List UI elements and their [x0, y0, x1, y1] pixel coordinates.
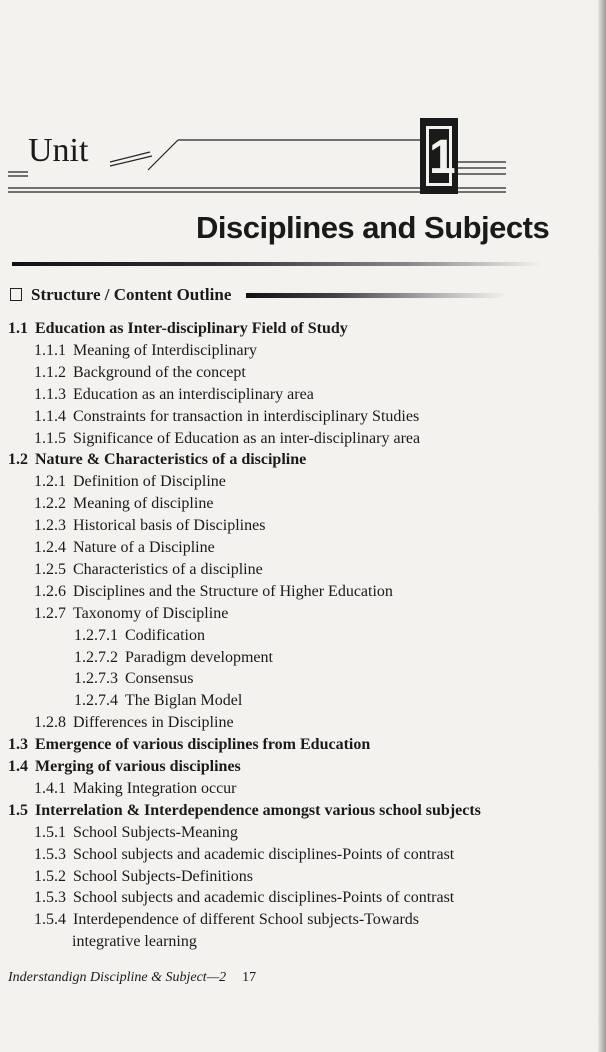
toc-text: Definition of Discipline: [73, 473, 226, 491]
toc-number: 1.2.8: [34, 714, 66, 732]
footer-running-title: Inderstandign Discipline & Subject—2: [8, 970, 227, 985]
toc-subsection: [34, 780, 237, 798]
toc-number: 1.5: [8, 801, 28, 819]
toc-subsection: [34, 364, 246, 382]
toc-subsection: [34, 911, 419, 929]
toc-text: Interrelation & Interdependence amongst various school subjects: [35, 801, 481, 819]
toc-subsection: [34, 868, 253, 886]
toc-number: 1.1.3: [34, 385, 66, 403]
toc-text: School Subjects-Meaning: [73, 823, 238, 841]
toc-text: School subjects and academic disciplines-Points of contrast: [73, 845, 455, 863]
title-rule: [12, 262, 542, 266]
toc-number: 1.2.3: [34, 517, 66, 535]
toc-number: 1.2.1: [34, 473, 66, 491]
toc-subsection: [34, 583, 393, 601]
toc-number: 1.5.3: [34, 845, 66, 863]
toc-number: 1.5.1: [34, 823, 66, 841]
toc-text: Significance of Education as an inter-disciplinary area: [73, 429, 421, 447]
toc-text: Nature & Characteristics of a discipline: [35, 451, 307, 469]
outline-heading-text: Structure / Content Outline: [31, 285, 232, 304]
toc-text: Nature of a Discipline: [73, 539, 215, 556]
toc-subsection: [34, 495, 213, 513]
toc-subsection: [74, 692, 242, 710]
toc-subsection: [34, 517, 265, 535]
toc-text: Consensus: [125, 670, 194, 688]
page-number: 17: [242, 970, 257, 985]
toc-number: 1.2.2: [34, 495, 66, 513]
toc-subsection: [72, 933, 197, 951]
toc-subsection: [34, 561, 263, 579]
toc-number: 1.2.7.1: [74, 626, 118, 644]
toc-subsection: [34, 714, 234, 732]
toc-text: Education as an interdisciplinary area: [73, 385, 314, 403]
toc-text: Education as Inter-disciplinary Field of Study: [35, 320, 348, 337]
toc-number: 1.5.4: [34, 911, 66, 929]
toc-subsection: [34, 846, 454, 864]
toc-text: Paradigm development: [125, 648, 273, 666]
toc-subsection: [34, 824, 238, 842]
toc-text: Making Integration occur: [73, 779, 237, 797]
heading-rule: [246, 293, 506, 298]
toc-section: [8, 736, 370, 754]
toc-text: Meaning of Interdisciplinary: [73, 341, 257, 359]
toc-number: 1.2.7: [34, 604, 66, 622]
toc-number: 1.2.4: [34, 539, 66, 556]
toc-number: 1.5.3: [34, 889, 66, 907]
toc-subsection: [34, 539, 215, 557]
chapter-title: Disciplines and Subjects: [196, 210, 550, 245]
toc-text: Merging of various disciplines: [35, 758, 241, 775]
toc-section: [8, 451, 306, 469]
toc-subsection: [34, 386, 314, 404]
toc-number: 1.4: [8, 758, 28, 775]
toc-section: [8, 320, 348, 338]
unit-label: Unit: [28, 132, 89, 169]
toc-section: [8, 758, 241, 776]
toc-section: [8, 802, 481, 820]
toc-text: Disciplines and the Structure of Higher Education: [73, 582, 393, 600]
toc-subsection: [34, 342, 257, 360]
page-footer: [8, 970, 256, 986]
toc-text: Historical basis of Disciplines: [73, 517, 266, 535]
outline-heading: [10, 285, 231, 305]
toc-number: 1.2.6: [34, 582, 66, 600]
toc-text: integrative learning: [72, 933, 197, 951]
toc-number: 1.1.2: [34, 363, 66, 381]
toc-text: Interdependence of different School subjects-Towards: [73, 911, 420, 929]
toc-subsection: [34, 430, 420, 448]
toc-subsection: [34, 605, 228, 623]
toc-subsection: [34, 473, 226, 491]
toc-number: 1.1.5: [34, 429, 66, 447]
toc-text: Codification: [125, 626, 205, 644]
toc-number: 1.1.4: [34, 407, 66, 425]
toc-subsection: [74, 627, 205, 645]
toc-number: 1.2.5: [34, 560, 66, 578]
unit-number-box: [420, 118, 458, 194]
toc-number: 1.2.7.4: [74, 692, 118, 710]
toc-text: The Biglan Model: [125, 692, 243, 710]
toc-subsection: [74, 649, 273, 667]
unit-header-lines: [0, 118, 606, 208]
toc-text: School subjects and academic disciplines-Points of contrast: [73, 889, 455, 907]
toc-number: 1.1: [8, 320, 28, 337]
toc-subsection: [34, 889, 454, 907]
checkbox-bullet-icon: [10, 288, 22, 301]
toc-text: Background of the concept: [73, 363, 246, 381]
toc-text: Constraints for transaction in interdisciplinary Studies: [73, 407, 420, 425]
toc-text: Taxonomy of Discipline: [73, 604, 229, 622]
toc-number: 1.3: [8, 736, 28, 754]
toc-text: School Subjects-Definitions: [73, 867, 253, 885]
toc-number: 1.2.7.2: [74, 648, 118, 666]
toc-number: 1.1.1: [34, 341, 66, 359]
unit-number: 1: [426, 126, 452, 186]
toc-subsection: [34, 408, 419, 426]
toc-subsection: [74, 670, 193, 688]
toc-text: Meaning of discipline: [73, 495, 214, 513]
toc-number: 1.5.2: [34, 867, 66, 885]
toc-number: 1.4.1: [34, 779, 66, 797]
toc-number: 1.2.7.3: [74, 670, 118, 688]
toc-text: Emergence of various disciplines from Education: [35, 736, 371, 754]
toc-text: Characteristics of a discipline: [73, 560, 263, 578]
toc-number: 1.2: [8, 451, 28, 469]
toc-text: Differences in Discipline: [73, 714, 234, 732]
